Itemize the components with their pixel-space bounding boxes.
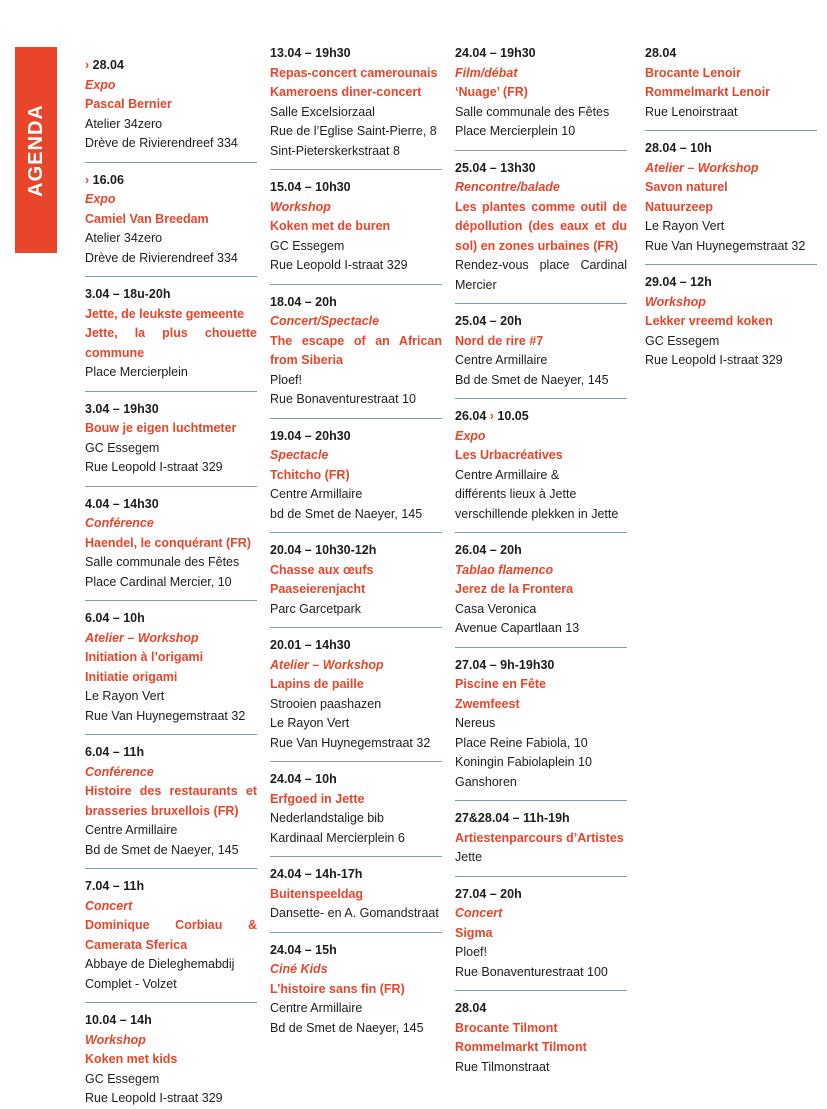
event-detail: Drève de Rivierendreef 334 bbox=[85, 136, 238, 150]
event-date: 18.04 – 20h bbox=[270, 294, 337, 309]
chevron-right-icon: › bbox=[85, 172, 90, 187]
event-item bbox=[455, 541, 627, 639]
event-date: 25.04 – 13h30 bbox=[455, 160, 536, 175]
event-category: Expo bbox=[455, 428, 486, 443]
event-title: Les Urbacréatives bbox=[455, 448, 563, 462]
event-separator bbox=[455, 398, 627, 399]
event-date: 27.04 – 9h-19h30 bbox=[455, 657, 555, 672]
event-detail: Rue Leopold I-straat 329 bbox=[270, 258, 408, 272]
event-title: Sigma bbox=[455, 925, 493, 940]
event-title: Repas-concert camerounais bbox=[270, 65, 438, 80]
event-detail: Rue Van Huynegemstraat 32 bbox=[645, 238, 806, 253]
event-detail: Rue Bonaventurestraat 10 bbox=[270, 392, 416, 406]
event-detail: Bd de Smet de Naeyer, 145 bbox=[85, 842, 239, 857]
event-detail: GC Essegem bbox=[85, 440, 160, 455]
event-category: Conférence bbox=[85, 516, 154, 530]
event-detail: Drève de Rivierendreef 334 bbox=[85, 250, 238, 265]
event-separator bbox=[85, 600, 257, 601]
event-category: Workshop bbox=[270, 199, 331, 214]
event-title: Piscine en Fête bbox=[455, 677, 547, 691]
event-date: 26.04 › 10.05 bbox=[455, 409, 529, 423]
event-item bbox=[455, 809, 627, 868]
event-separator bbox=[85, 391, 257, 392]
event-separator bbox=[645, 130, 817, 131]
event-item bbox=[455, 159, 627, 296]
event-title: Savon naturel bbox=[645, 180, 728, 194]
event-separator bbox=[270, 627, 442, 628]
event-date: 28.04 – 10h bbox=[645, 141, 712, 155]
event-separator bbox=[455, 532, 627, 533]
agenda-column bbox=[270, 44, 442, 1038]
event-title: L’histoire sans fin (FR) bbox=[270, 981, 405, 996]
event-category: Expo bbox=[85, 192, 116, 206]
event-item bbox=[85, 495, 257, 593]
event-detail: verschillende plekken in Jette bbox=[455, 506, 619, 521]
event-detail: Rendez-vous place Cardinal Mercier bbox=[455, 258, 627, 292]
chevron-right-icon: › bbox=[489, 409, 494, 423]
event-detail: Rue Leopold I-straat 329 bbox=[645, 353, 783, 367]
event-title: Initiation à l’origami bbox=[85, 650, 204, 664]
event-title: Initiatie origami bbox=[85, 669, 178, 684]
event-detail: Rue Tilmonstraat bbox=[455, 1059, 550, 1074]
event-title: Koken met kids bbox=[85, 1052, 178, 1066]
event-item bbox=[270, 636, 442, 753]
event-item bbox=[455, 312, 627, 390]
event-title: Artiestenparcours d’Artistes bbox=[455, 830, 624, 845]
event-title: Buitenspeeldag bbox=[270, 886, 364, 901]
event-category: Atelier – Workshop bbox=[270, 657, 384, 672]
event-item bbox=[85, 743, 257, 860]
event-detail: Bd de Smet de Naeyer, 145 bbox=[270, 1020, 424, 1035]
event-title: Pascal Bernier bbox=[85, 97, 172, 111]
event-title: Lapins de paille bbox=[270, 677, 364, 691]
event-item bbox=[455, 885, 627, 983]
event-detail: Nederlandstalige bib bbox=[270, 811, 384, 825]
event-separator bbox=[270, 761, 442, 762]
event-item bbox=[270, 44, 442, 161]
event-detail: Le Rayon Vert bbox=[645, 219, 725, 233]
event-detail: Centre Armillaire & bbox=[455, 467, 560, 482]
event-item bbox=[85, 400, 257, 478]
event-detail: Avenue Capartlaan 13 bbox=[455, 621, 580, 635]
event-category: Spectacle bbox=[270, 448, 329, 462]
event-category: Concert bbox=[85, 898, 133, 913]
event-category: Tablao flamenco bbox=[455, 562, 554, 577]
event-category: Rencontre/balade bbox=[455, 180, 560, 194]
event-date: 24.04 – 15h bbox=[270, 942, 337, 957]
event-title: Rommelmarkt Lenoir bbox=[645, 85, 771, 99]
event-category: Workshop bbox=[85, 1032, 146, 1047]
event-detail: Jette bbox=[455, 850, 483, 864]
event-separator bbox=[270, 932, 442, 933]
event-item bbox=[270, 427, 442, 525]
event-detail: Place Mercierplein 10 bbox=[455, 124, 576, 138]
event-date: 4.04 – 14h30 bbox=[85, 496, 159, 511]
event-category: Workshop bbox=[645, 294, 706, 309]
event-category: Expo bbox=[85, 77, 116, 92]
agenda-banner bbox=[15, 47, 57, 253]
event-date: 19.04 – 20h30 bbox=[270, 428, 351, 443]
event-detail: Rue Bonaventurestraat 100 bbox=[455, 964, 608, 979]
event-date: 27.04 – 20h bbox=[455, 886, 522, 901]
event-item bbox=[85, 609, 257, 726]
event-title: Histoire des restaurants et brasseries bruxellois (FR) bbox=[85, 784, 257, 818]
event-detail: Complet - Volzet bbox=[85, 976, 177, 991]
event-category: Atelier – Workshop bbox=[645, 160, 759, 175]
event-detail: Sint-Pieterskerkstraat 8 bbox=[270, 143, 400, 158]
event-item bbox=[85, 56, 257, 154]
event-item bbox=[85, 877, 257, 994]
event-detail: Casa Veronica bbox=[455, 601, 537, 616]
event-detail: Ganshoren bbox=[455, 774, 517, 789]
event-date: 27&28.04 – 11h-19h bbox=[455, 811, 570, 825]
event-date: 28.04 bbox=[455, 1001, 487, 1015]
agenda-column bbox=[85, 56, 257, 1109]
event-detail: Ploef! bbox=[455, 945, 487, 959]
agenda-banner-label: AGENDA bbox=[24, 103, 47, 197]
event-item bbox=[645, 44, 817, 122]
event-item bbox=[270, 941, 442, 1039]
event-item bbox=[455, 407, 627, 524]
event-detail: différents lieux à Jette bbox=[455, 487, 577, 501]
event-item bbox=[270, 293, 442, 410]
event-detail: Le Rayon Vert bbox=[270, 716, 350, 730]
event-separator bbox=[455, 990, 627, 991]
agenda-column bbox=[645, 44, 817, 371]
event-separator bbox=[85, 162, 257, 163]
event-item bbox=[85, 1011, 257, 1109]
event-item bbox=[85, 171, 257, 269]
event-separator bbox=[455, 876, 627, 877]
event-title: Bouw je eigen luchtmeter bbox=[85, 421, 237, 435]
event-detail: Centre Armillaire bbox=[455, 353, 548, 367]
event-category: Conférence bbox=[85, 764, 154, 779]
event-detail: Nereus bbox=[455, 716, 496, 730]
event-detail: Bd de Smet de Naeyer, 145 bbox=[455, 372, 609, 387]
event-detail: Centre Armillaire bbox=[85, 823, 178, 837]
event-separator bbox=[455, 303, 627, 304]
event-title: Paaseierenjacht bbox=[270, 582, 366, 596]
event-item bbox=[270, 770, 442, 848]
event-detail: Place Reine Fabiola, 10 bbox=[455, 735, 588, 750]
event-separator bbox=[270, 169, 442, 170]
event-item bbox=[85, 285, 257, 383]
event-title: Natuurzeep bbox=[645, 199, 714, 214]
event-detail: Le Rayon Vert bbox=[85, 689, 165, 703]
event-separator bbox=[455, 800, 627, 801]
event-detail: Rue Lenoirstraat bbox=[645, 104, 738, 119]
event-title: Erfgoed in Jette bbox=[270, 791, 365, 806]
event-title: Lekker vreemd koken bbox=[645, 314, 773, 328]
event-item bbox=[270, 178, 442, 276]
agenda-column bbox=[455, 44, 627, 1077]
event-separator bbox=[85, 868, 257, 869]
event-separator bbox=[455, 150, 627, 151]
event-separator bbox=[85, 486, 257, 487]
event-date: 10.04 – 14h bbox=[85, 1013, 152, 1027]
event-detail: Place Mercierplein bbox=[85, 365, 188, 379]
event-detail: Strooien paashazen bbox=[270, 696, 382, 711]
event-date: 6.04 – 11h bbox=[85, 745, 145, 759]
event-category: Concert/Spectacle bbox=[270, 314, 380, 328]
event-detail: Rue de l’Eglise Saint-Pierre, 8 bbox=[270, 124, 437, 138]
event-title: Brocante Tilmont bbox=[455, 1020, 558, 1035]
event-title: Jette, de leukste gemeente bbox=[85, 306, 245, 321]
event-date: 20.04 – 10h30-12h bbox=[270, 543, 377, 557]
event-separator bbox=[270, 532, 442, 533]
event-detail: GC Essegem bbox=[270, 238, 345, 253]
event-separator bbox=[645, 264, 817, 265]
event-detail: Salle communale des Fêtes bbox=[455, 104, 610, 119]
event-title: Jerez de la Frontera bbox=[455, 582, 574, 596]
event-separator bbox=[270, 418, 442, 419]
event-date: 24.04 – 19h30 bbox=[455, 46, 536, 60]
event-detail: GC Essegem bbox=[645, 333, 720, 348]
event-detail: Dansette- en A. Gomandstraat bbox=[270, 906, 439, 920]
event-title: The escape of an African from Siberia bbox=[270, 333, 442, 367]
event-detail: Centre Armillaire bbox=[270, 487, 363, 501]
event-item bbox=[455, 656, 627, 793]
event-date: 24.04 – 10h bbox=[270, 772, 337, 786]
event-title: Jette, la plus chouette commune bbox=[85, 326, 257, 360]
event-detail: Salle Excelsiorzaal bbox=[270, 104, 375, 119]
event-separator bbox=[270, 284, 442, 285]
event-date: 20.01 – 14h30 bbox=[270, 638, 351, 652]
event-detail: Atelier 34zero bbox=[85, 116, 163, 131]
event-separator bbox=[85, 1002, 257, 1003]
event-separator bbox=[455, 647, 627, 648]
event-date: 26.04 – 20h bbox=[455, 543, 522, 557]
event-title: ‘Nuage’ (FR) bbox=[455, 85, 528, 99]
event-separator bbox=[85, 276, 257, 277]
event-detail: Place Cardinal Mercier, 10 bbox=[85, 574, 232, 589]
event-detail: Kardinaal Mercierplein 6 bbox=[270, 830, 405, 845]
chevron-right-icon: › bbox=[85, 58, 90, 72]
event-detail: Atelier 34zero bbox=[85, 231, 163, 245]
event-title: Rommelmarkt Tilmont bbox=[455, 1040, 587, 1054]
event-date: 15.04 – 10h30 bbox=[270, 180, 351, 194]
event-date: 28.04 bbox=[645, 46, 677, 60]
event-title: Koken met de buren bbox=[270, 219, 391, 233]
event-title: Nord de rire #7 bbox=[455, 333, 544, 348]
event-category: Concert bbox=[455, 906, 503, 920]
event-title: Tchitcho (FR) bbox=[270, 467, 350, 482]
event-category: Atelier – Workshop bbox=[85, 630, 199, 645]
event-category: Film/débat bbox=[455, 65, 518, 80]
event-detail: Rue Van Huynegemstraat 32 bbox=[270, 735, 431, 750]
event-detail: Rue Leopold I-straat 329 bbox=[85, 1091, 223, 1105]
event-detail: Salle communale des Fêtes bbox=[85, 555, 240, 569]
event-title: Haendel, le conquérant (FR) bbox=[85, 535, 251, 550]
event-title: Kameroens diner-concert bbox=[270, 85, 422, 99]
event-detail: bd de Smet de Naeyer, 145 bbox=[270, 506, 423, 521]
event-title: Les plantes comme outil de dépollution (des eaux et du sol) en zones urbaines (FR) bbox=[455, 199, 627, 253]
event-date: 29.04 – 12h bbox=[645, 275, 712, 289]
event-title: Dominique Corbiau & Camerata Sferica bbox=[85, 918, 257, 952]
event-date: 25.04 – 20h bbox=[455, 314, 522, 328]
event-separator bbox=[85, 734, 257, 735]
event-item bbox=[455, 999, 627, 1077]
event-date: › 16.06 bbox=[85, 172, 124, 187]
event-detail: Rue Van Huynegemstraat 32 bbox=[85, 708, 246, 723]
event-detail: GC Essegem bbox=[85, 1071, 160, 1086]
event-date: 24.04 – 14h-17h bbox=[270, 867, 363, 881]
event-detail: Parc Garcetpark bbox=[270, 601, 362, 616]
event-detail: Ploef! bbox=[270, 372, 302, 387]
event-title: Zwemfeest bbox=[455, 696, 520, 711]
event-date: 7.04 – 11h bbox=[85, 879, 145, 893]
event-detail: Centre Armillaire bbox=[270, 1001, 363, 1015]
event-separator bbox=[270, 856, 442, 857]
event-item bbox=[270, 541, 442, 619]
event-date: 13.04 – 19h30 bbox=[270, 46, 351, 60]
event-date: 3.04 – 19h30 bbox=[85, 401, 159, 416]
event-item bbox=[270, 865, 442, 924]
event-title: Camiel Van Breedam bbox=[85, 211, 209, 226]
event-detail: Abbaye de Dieleghemabdij bbox=[85, 957, 235, 971]
event-item bbox=[645, 139, 817, 256]
event-category: Ciné Kids bbox=[270, 962, 328, 976]
event-date: › 28.04 bbox=[85, 58, 124, 72]
event-item bbox=[455, 44, 627, 142]
event-detail: Koningin Fabiolaplein 10 bbox=[455, 755, 592, 769]
event-title: Brocante Lenoir bbox=[645, 65, 741, 80]
event-date: 6.04 – 10h bbox=[85, 611, 145, 625]
event-title: Chasse aux œufs bbox=[270, 562, 374, 577]
event-date: 3.04 – 18u-20h bbox=[85, 287, 171, 301]
event-item bbox=[645, 273, 817, 371]
event-detail: Rue Leopold I-straat 329 bbox=[85, 460, 223, 474]
